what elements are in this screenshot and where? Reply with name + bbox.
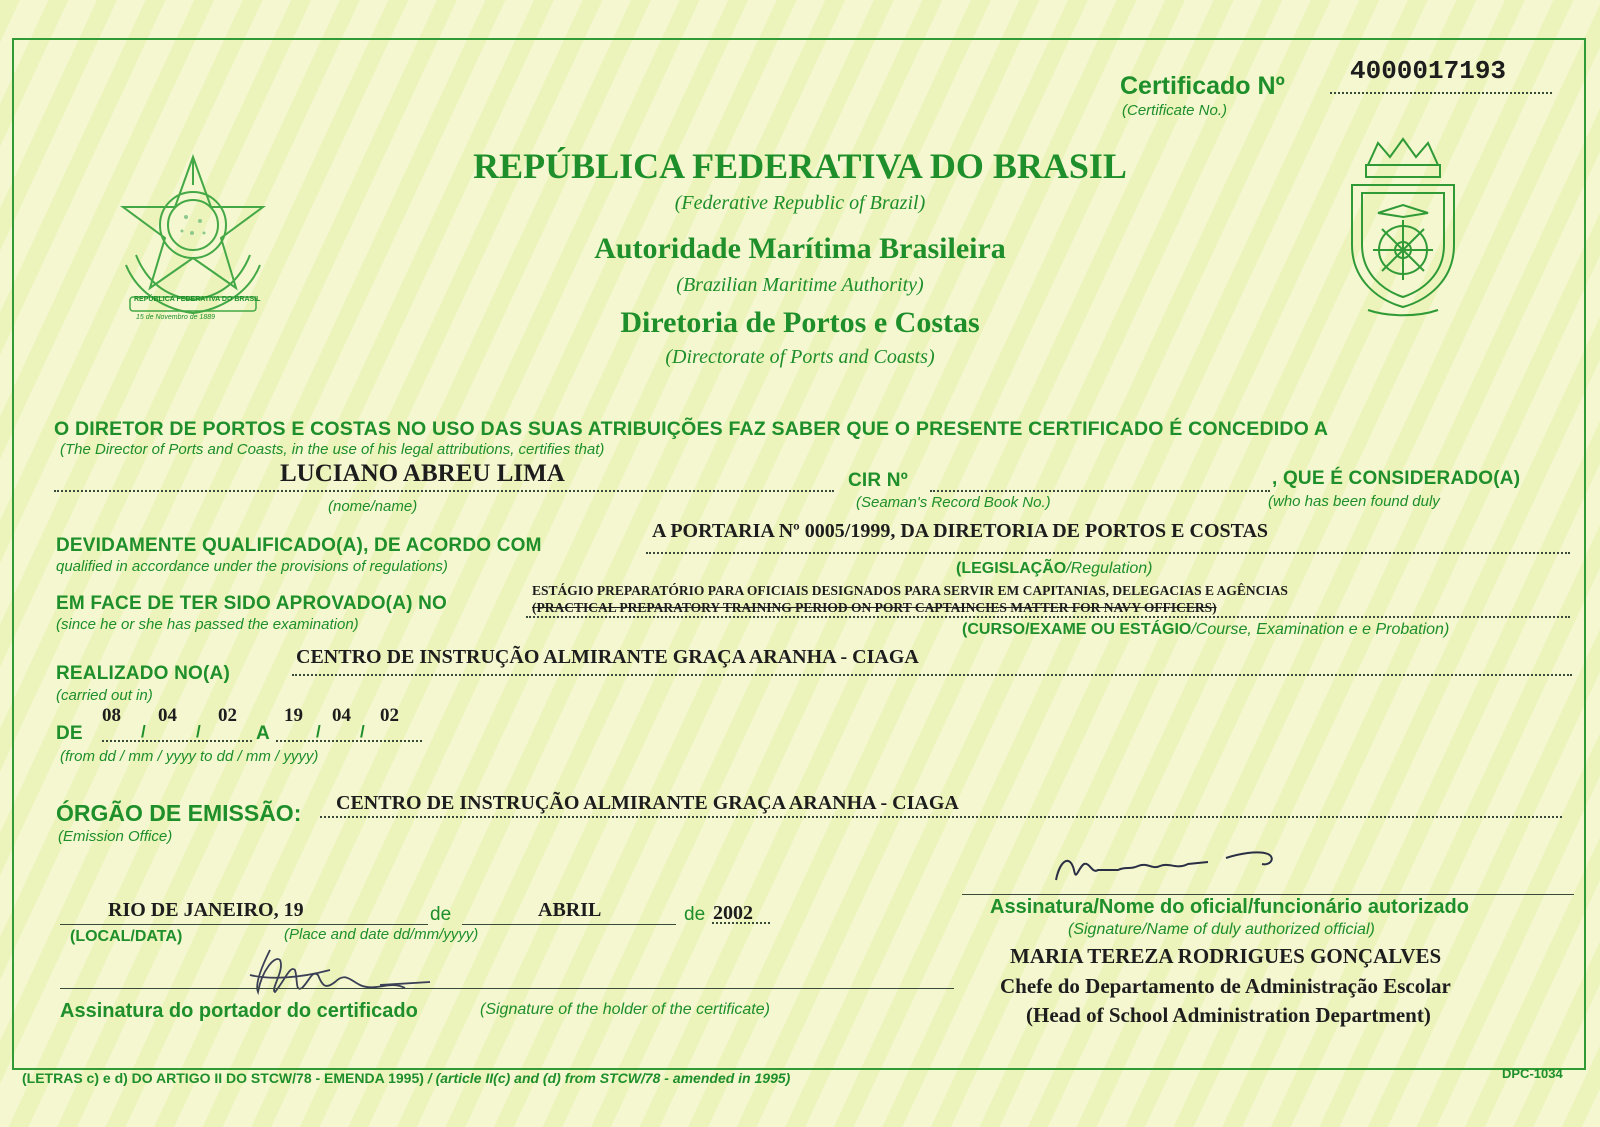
approved-text-en: (since he or she has passed the examination) <box>56 616 359 633</box>
cir-label: CIR Nº <box>848 470 908 491</box>
cir-label-en: (Seaman's Record Book No.) <box>856 494 1051 511</box>
realized-text-en: (carried out in) <box>56 687 153 704</box>
course-value-pt: ESTÁGIO PREPARATÓRIO PARA OFICIAIS DESIGNADOS PARA SERVIR EM CAPITANIAS, DELEGACIAS E AGÊNCIAS <box>532 583 1288 598</box>
official-name: MARIA TEREZA RODRIGUES GONÇALVES <box>1010 944 1442 968</box>
holder-name-label: (nome/name) <box>328 498 418 515</box>
qualified-text-en: qualified in accordance under the provisions of regulations) <box>56 558 448 575</box>
date-to-line <box>276 740 422 742</box>
regulation-line <box>646 552 1570 554</box>
form-code: DPC-1034 <box>1502 1066 1563 1081</box>
holder-name-line <box>54 490 834 492</box>
course-value-en: (PRACTICAL PREPARATORY TRAINING PERIOD ON PORT CAPTAINCIES MATTER FOR NAVY OFFICERS) <box>532 600 1217 615</box>
course-line <box>526 616 1570 618</box>
date-from-label: DE <box>56 723 83 744</box>
title-authority-en: (Brazilian Maritime Authority) <box>676 274 924 296</box>
certificate-number-line <box>1330 92 1552 94</box>
month-line <box>462 924 676 925</box>
dates-label-en: (from dd / mm / yyyy to dd / mm / yyyy) <box>60 748 319 765</box>
date-from-month: 04 <box>158 705 177 726</box>
date-from-day: 08 <box>102 705 121 726</box>
footer-legal: (LETRAS c) e d) DO ARTIGO II DO STCW/78 - EMENDA 1995) / (article II(c) and (d) from STCW/78 - amended in 1995) <box>22 1070 791 1086</box>
official-title-en: (Head of School Administration Department) <box>1026 1003 1431 1027</box>
title-republic: REPÚBLICA FEDERATIVA DO BRASIL <box>473 146 1127 186</box>
intro-text: O DIRETOR DE PORTOS E COSTAS NO USO DAS SUAS ATRIBUIÇÕES FAZ SABER QUE O PRESENTE CERTIFICADO É CONCEDIDO A <box>54 418 1329 440</box>
certificate-number: 4000017193 <box>1350 56 1507 86</box>
date-from-slash-1: / <box>141 722 146 741</box>
qualified-text: DEVIDAMENTE QUALIFICADO(A), DE ACORDO COM <box>56 535 542 556</box>
date-to-label: A <box>256 723 270 744</box>
considered-text-en: (who has been found duly <box>1268 493 1440 510</box>
date-from-line <box>102 740 252 742</box>
local-date-label-en: (Place and date dd/mm/yyyy) <box>284 926 479 943</box>
title-directorate-en: (Directorate of Ports and Coasts) <box>665 346 935 368</box>
place-line <box>60 924 428 925</box>
intro-text-en: (The Director of Ports and Coasts, in the use of his legal attributions, certifies that) <box>60 441 605 458</box>
holder-signature-icon <box>240 930 440 1010</box>
seal-text-bottom: 15 de Novembro de 1889 <box>136 314 215 321</box>
place-de-2: de <box>684 904 706 925</box>
official-signature-label: Assinatura/Nome do oficial/funcionário autorizado <box>990 896 1469 918</box>
holder-signature-label-en: (Signature of the holder of the certificate) <box>480 1001 770 1018</box>
local-date-label: (LOCAL/DATA) <box>70 928 183 945</box>
date-to-year: 02 <box>380 705 399 726</box>
realized-place: CENTRO DE INSTRUÇÃO ALMIRANTE GRAÇA ARANHA - CIAGA <box>296 646 919 668</box>
official-signature-line <box>962 894 1574 895</box>
certificate-number-label: Certificado Nº <box>1120 72 1285 100</box>
emission-label-en: (Emission Office) <box>58 828 173 845</box>
approved-text: EM FACE DE TER SIDO APROVADO(A) NO <box>56 593 448 614</box>
date-to-day: 19 <box>284 705 303 726</box>
holder-signature-label: Assinatura do portador do certificado <box>60 1000 418 1022</box>
holder-name: LUCIANO ABREU LIMA <box>280 460 565 487</box>
place-de-1: de <box>430 904 452 925</box>
certificate-number-label-en: (Certificate No.) <box>1122 102 1228 119</box>
emission-label: ÓRGÃO DE EMISSÃO: <box>56 800 302 826</box>
year-value: 2002 <box>713 902 753 924</box>
date-to-slash-1: / <box>316 722 321 741</box>
official-signature-label-en: (Signature/Name of duly authorized official) <box>1068 921 1375 938</box>
regulation-value: A PORTARIA Nº 0005/1999, DA DIRETORIA DE PORTOS E COSTAS <box>652 520 1269 542</box>
cir-line <box>930 490 1270 492</box>
year-line <box>712 922 770 924</box>
considered-text: , QUE É CONSIDERADO(A) <box>1272 468 1521 489</box>
date-from-slash-2: / <box>196 722 201 741</box>
official-title: Chefe do Departamento de Administração Escolar <box>1000 974 1451 998</box>
seal-text-top: REPÚBLICA FEDERATIVA DO BRASIL <box>134 296 261 303</box>
realized-line <box>292 674 1572 676</box>
title-authority: Autoridade Marítima Brasileira <box>594 232 1006 265</box>
holder-signature-line <box>60 988 954 989</box>
month-value: ABRIL <box>538 899 602 921</box>
date-to-slash-2: / <box>360 722 365 741</box>
date-from-year: 02 <box>218 705 237 726</box>
emission-line <box>320 816 1562 818</box>
realized-text: REALIZADO NO(A) <box>56 663 230 684</box>
title-republic-en: (Federative Republic of Brazil) <box>674 192 926 214</box>
date-to-month: 04 <box>332 705 351 726</box>
course-label: (CURSO/EXAME OU ESTÁGIO/Course, Examination e e Probation) <box>962 621 1450 638</box>
emission-office: CENTRO DE INSTRUÇÃO ALMIRANTE GRAÇA ARANHA - CIAGA <box>336 792 959 814</box>
place-value: RIO DE JANEIRO, 19 <box>108 899 304 921</box>
title-directorate: Diretoria de Portos e Costas <box>620 306 980 339</box>
legislation-label: (LEGISLAÇÃO/Regulation) <box>956 560 1153 577</box>
official-signature-icon <box>1048 840 1298 900</box>
